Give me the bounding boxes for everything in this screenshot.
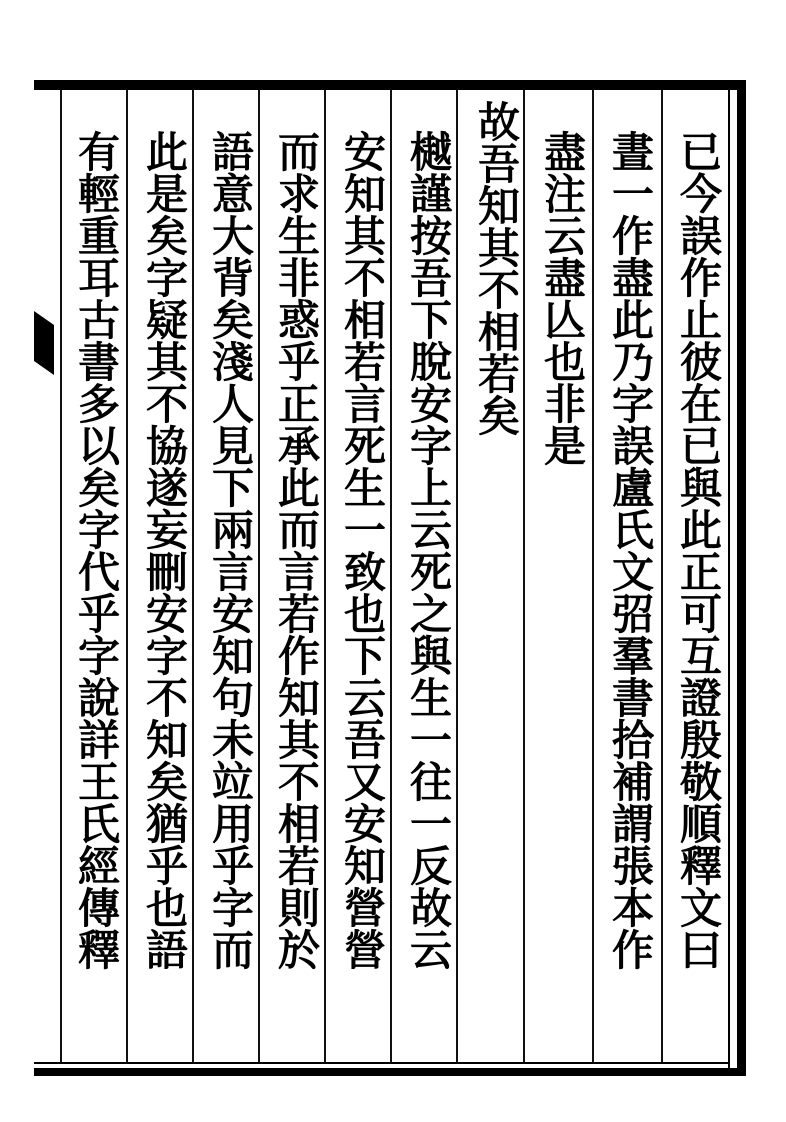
text-column-6: 安知其不相若言死生一致也下云吾又安知營營: [338, 130, 387, 970]
text-column-9: 此是矣字疑其不協遂妄刪安字不知矣猶乎也語: [140, 130, 189, 970]
frame-top-rule: [34, 80, 746, 90]
frame-right-inner-rule: [728, 90, 730, 1068]
column-divider: [456, 90, 458, 1062]
column-divider: [592, 90, 594, 1062]
frame-right-rule: [737, 80, 746, 1076]
column-divider: [258, 90, 260, 1062]
column-divider: [390, 90, 392, 1062]
text-column-1: 已今誤作止彼在已與此正可互證殷敬順釋文曰: [674, 130, 723, 970]
column-divider: [523, 90, 525, 1062]
left-edge-mark: [34, 311, 54, 375]
text-column-8: 語意大背矣淺人見下兩言安知句未竝用乎字而: [206, 130, 255, 970]
text-column-3: 盡注云盡亾也非是: [538, 130, 587, 466]
column-divider: [126, 90, 128, 1062]
text-column-7: 而求生非惑乎正承此而言若作知其不相若則於: [272, 130, 321, 970]
text-column-4: 故吾知其不相若矣: [472, 100, 521, 436]
frame-bottom-inner-rule: [34, 1062, 730, 1064]
column-divider: [60, 90, 62, 1062]
text-column-2: 晝一作盡此乃字誤盧氏文弨羣書拾補謂張本作: [606, 130, 655, 970]
column-divider: [661, 90, 663, 1062]
column-divider: [324, 90, 326, 1062]
column-divider: [192, 90, 194, 1062]
text-column-5: 樾謹按吾下脫安字上云死之與生一往一反故云: [404, 130, 453, 970]
text-column-10: 有輕重耳古書多以矣字代乎字說詳王氏經傳釋: [72, 130, 121, 970]
frame-bottom-rule: [34, 1068, 746, 1076]
